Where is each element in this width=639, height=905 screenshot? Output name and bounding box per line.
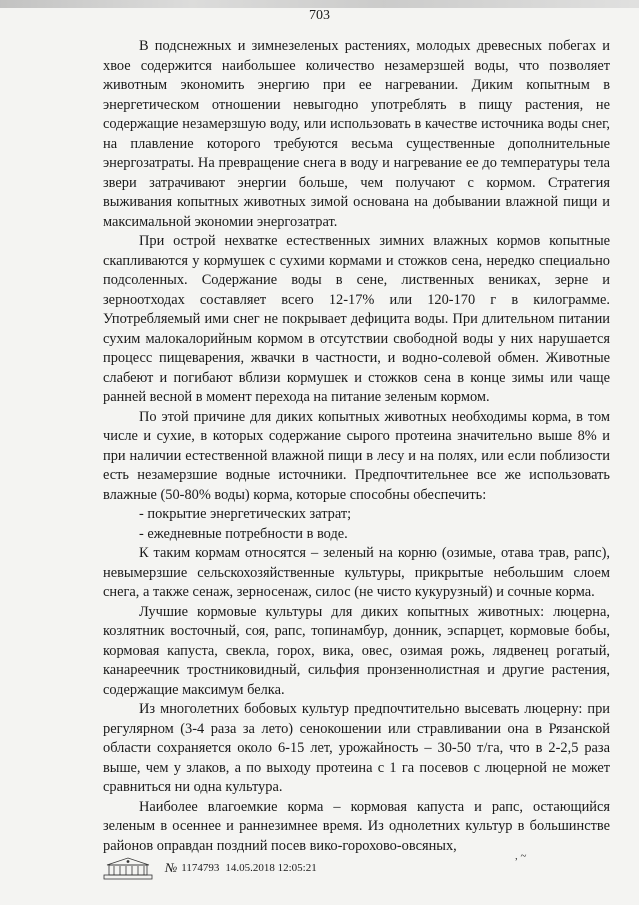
number-sign: № bbox=[165, 860, 178, 875]
scan-mark: , ~ bbox=[515, 850, 527, 862]
document-datetime: 14.05.2018 12:05:21 bbox=[225, 862, 317, 874]
paragraph: Из многолетних бобовых культур предпочтительно высевать люцерну: при регулярном (3-4 раза за лето) сенокошении или стравливании она в Рязанской области сохраняется около 6-15 лет, урожайность – 30-50 т/га, что в 2-2,5 раза выше, чем у злаков, а по выходу протеина с 1 га посевов с люцерной не может сравниться ни одна культура. bbox=[103, 701, 610, 795]
list-item: - ежедневные потребности в воде. bbox=[139, 525, 348, 542]
paragraph: По этой причине для диких копытных животных необходимы корма, в том числе и сухие, в которых содержание сырого протеина значительно выше 8% и при наличии естественной влажной пищи в лесу и на полях, или если поблизости есть незамерзшие водные источники. Предпочтительнее все же использовать влажные (50-80% воды) корма, которые способны обеспечить: bbox=[103, 408, 610, 503]
paragraph: В подснежных и зимнезеленых растениях, молодых древесных побегах и хвое содержится наибольшее количество незамерзшей воды, что позволяет животным экономить энергию при ее нагревании. Диким копытным в энергетическом отношении невыгодно употреблять в пищу растения, не содержащие незамерзшую воду, или использовать в качестве источника воды снег, на плавление которого требуются весьма существенные дополнительные энергозатраты. На превращение снега в воду и нагревание ее до температуры тела звери затрачивают энергии больше, чем получают с кормом. Стратегия выживания копытных животных зимой основана на добывании влажной пищи и максимальной экономии энергозатрат. bbox=[103, 38, 610, 230]
paragraph: Наиболее влагоемкие корма – кормовая капуста и рапс, остающийся зеленым в осеннее и раннезимнее время. Из однолетних культур в большинстве районов оправдан поздний посев вико-горохово-овсяных, bbox=[103, 798, 610, 854]
list-item: - покрытие энергетических затрат; bbox=[139, 506, 352, 522]
footer bbox=[103, 853, 317, 883]
paragraph: При острой нехватке естественных зимних влажных кормов копытные скапливаются у кормушек с сухими кормами и стожков сена, нередко специально подсоленных. Содержание воды в сене, лиственных вениках, зерне и зерноотходах составляет всего 12-17% или 120-170 г в килограмме. Употребляемый ими снег не покрывает дефицита воды. При длительном питании сухим малокалорийным кормом в отсутствии свободной воды у них нарушается процесс пищеварения, жвачки в частности, и водно-солевой обмен. Животные слабеют и погибают вблизи кормушек и стожков сена в конце зимы или чаще ранней весной в момент перехода на питание зеленым кормом. bbox=[103, 233, 610, 405]
body-text bbox=[103, 37, 610, 856]
paragraph: К таким кормам относятся – зеленый на корню (озимые, отава трав, рапс), невымерзшие сельскохозяйственные культуры, прикрытые небольшим слоем снега, а также сенаж, зерносенаж, силос (не чисто кукурузный) и сочные корма. bbox=[103, 545, 610, 600]
building-stamp-icon bbox=[103, 856, 153, 880]
page-number: 703 bbox=[309, 8, 330, 23]
paragraph: Лучшие кормовые культуры для диких копытных животных: люцерна, козлятник восточный, соя, рапс, топинамбур, донник, эспарцет, кормовые бобы, кормовая капуста, свекла, горох, вика, овес, озимая рожь, лядвенец рогатый, канареечник тростниковидный, сильфия пронзеннолистная и другие растения, содержащие максимум белка. bbox=[103, 603, 610, 698]
document-number: 1174793 bbox=[181, 862, 220, 874]
scan-edge bbox=[0, 0, 639, 8]
